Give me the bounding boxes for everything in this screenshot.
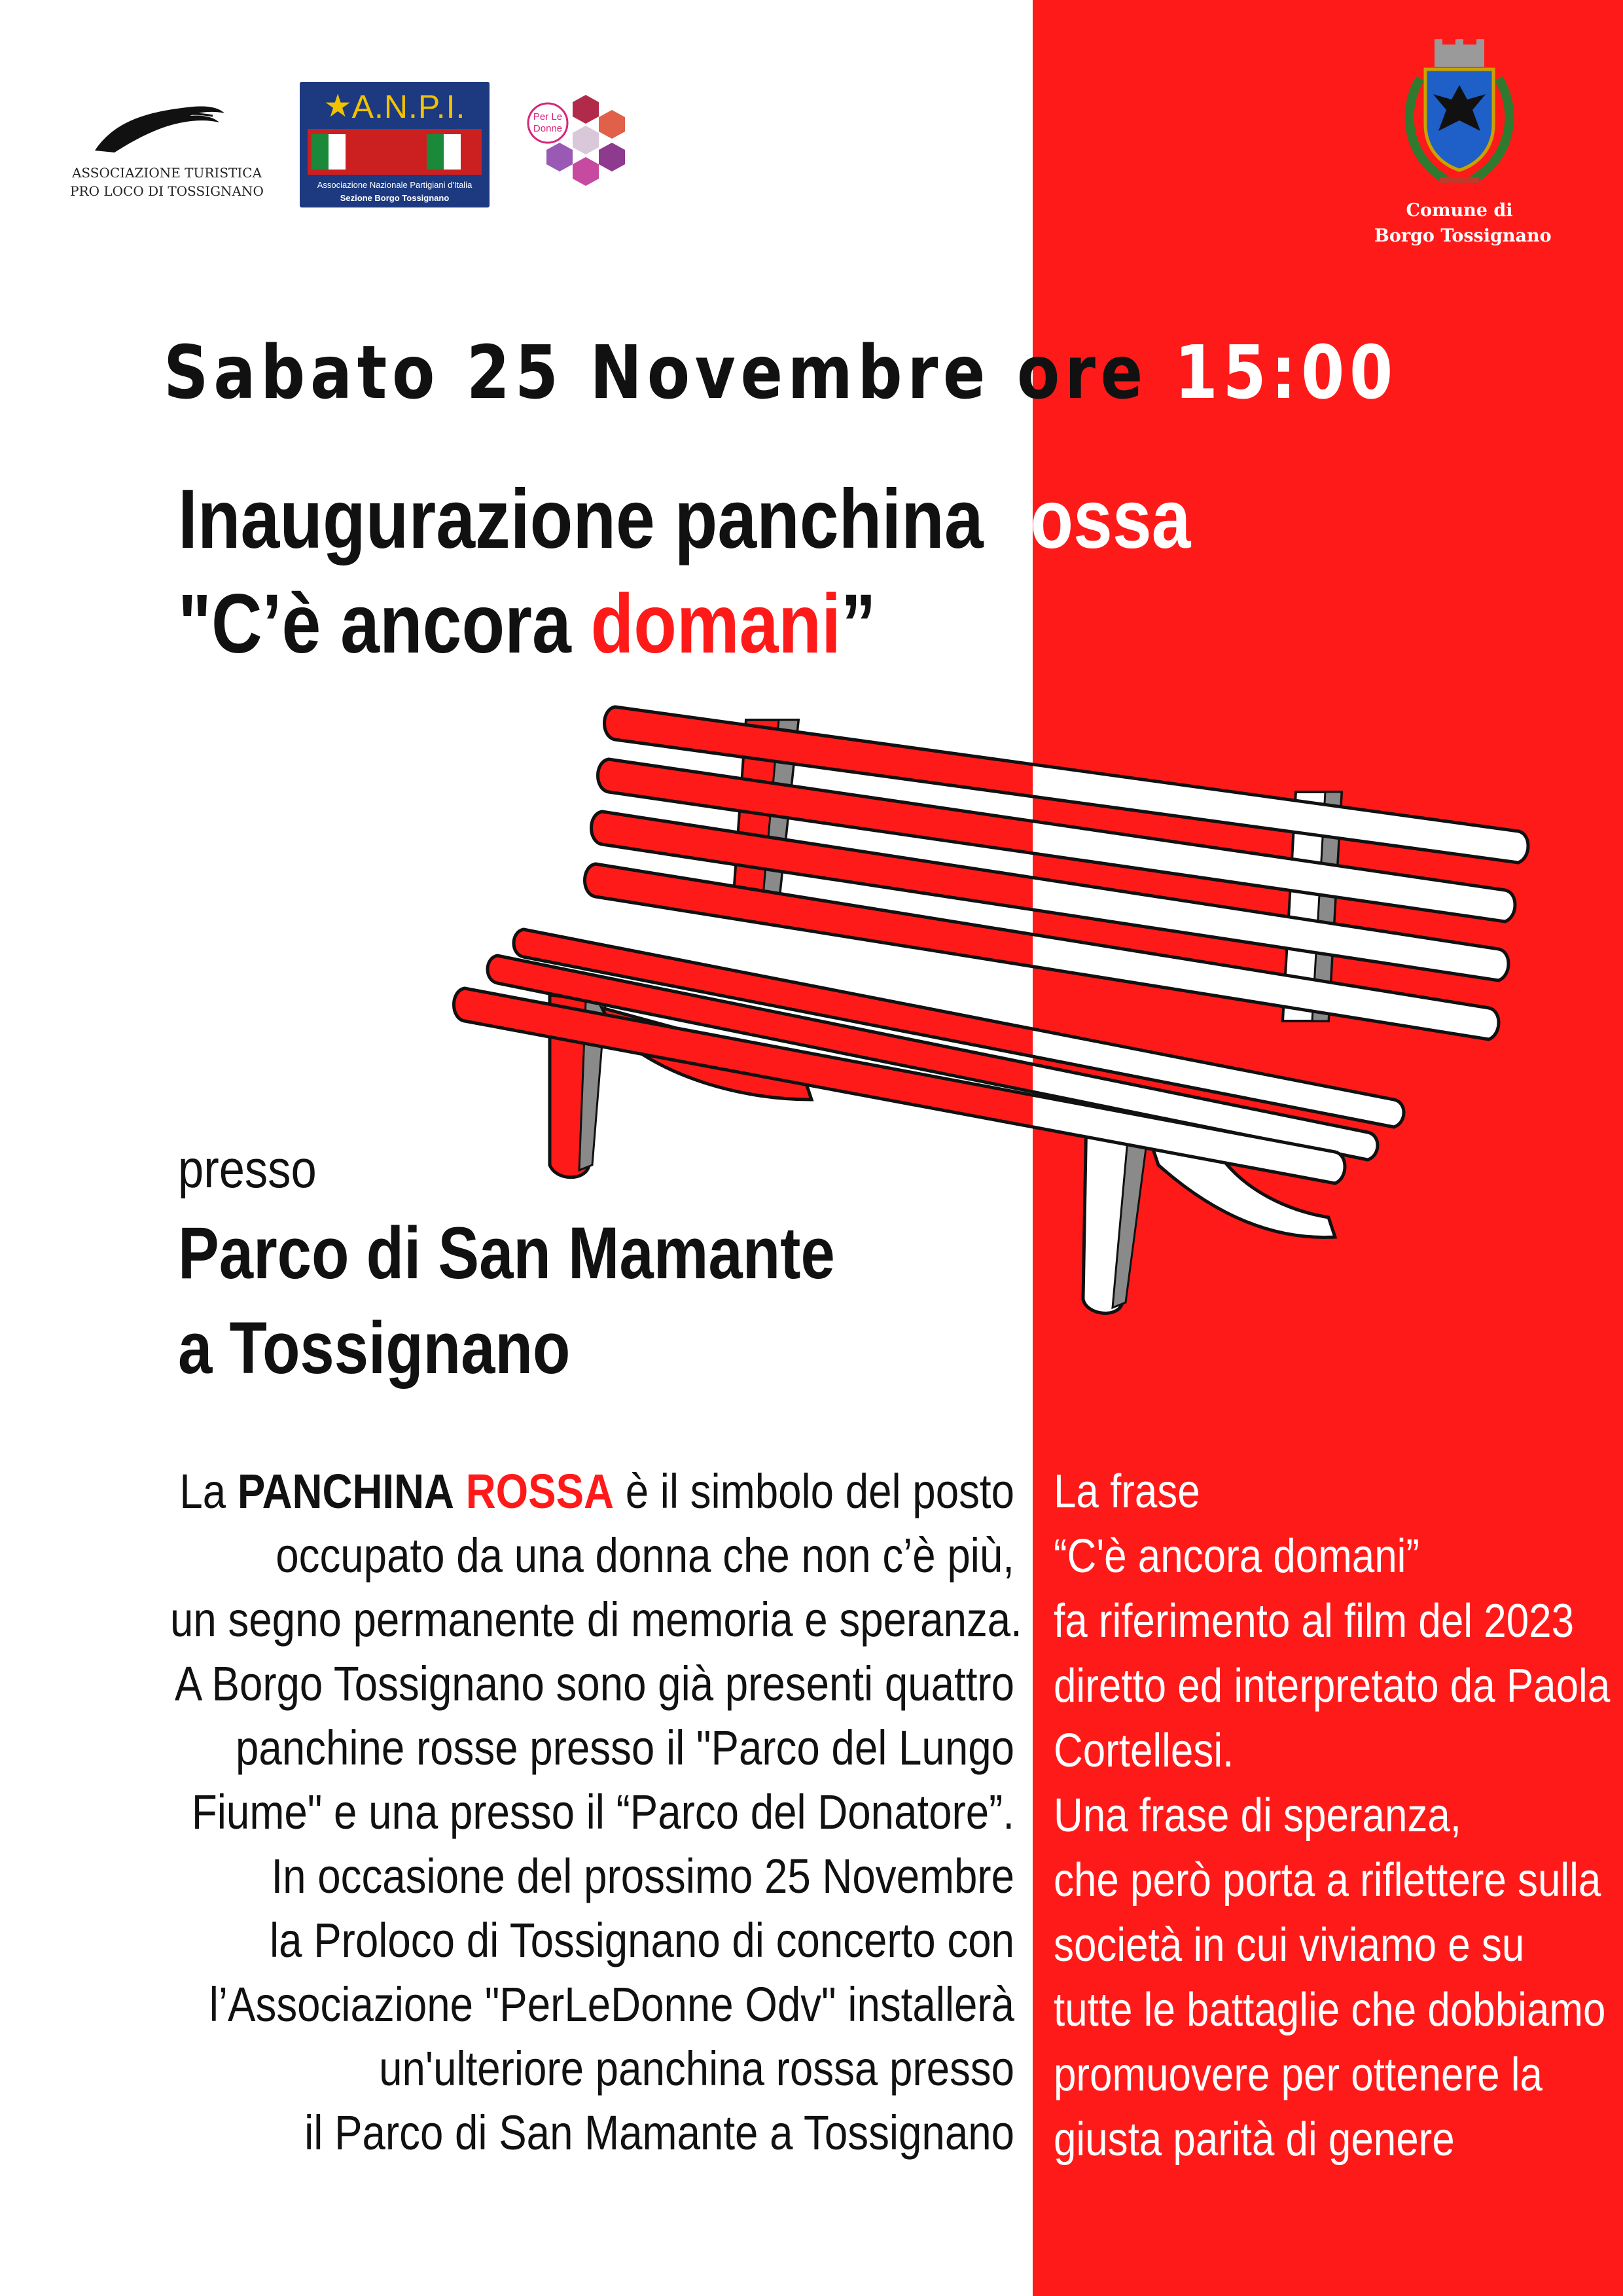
- left-description-line: la Proloco di Tossignano di concerto con: [270, 1913, 1014, 1967]
- left-description-line: un'ulteriore panchina rossa presso: [379, 2041, 1014, 2096]
- perledonne-logo: [520, 92, 638, 203]
- event-date-line: [164, 331, 1398, 416]
- comune-line2: Borgo Tossignano: [1374, 226, 1552, 246]
- right-description-line: tutte le battaglie che dobbiamo: [1054, 1984, 1606, 2036]
- right-description-line: fa riferimento al film del 2023: [1054, 1595, 1575, 1647]
- anpi-line2: Sezione Borgo Tossignano: [340, 193, 450, 203]
- left-description: [170, 1460, 1022, 2165]
- right-description-line: società in cui viviamo e su: [1054, 1919, 1525, 1971]
- star-icon: ★: [323, 89, 352, 124]
- comune-logo: [1374, 39, 1552, 262]
- right-description-line: giusta parità di genere: [1054, 2113, 1455, 2166]
- right-description-line: Cortellesi.: [1054, 1725, 1234, 1777]
- location-park: Parco di San Mamante: [178, 1212, 835, 1294]
- location-town: a Tossignano: [178, 1307, 571, 1389]
- left-la: La: [179, 1464, 226, 1518]
- location-presso: presso: [178, 1139, 317, 1199]
- event-time: 15:00: [1174, 331, 1398, 416]
- left-description-line: occupato da una donna che non c’è più,: [276, 1528, 1014, 1583]
- perledonne-line1: Per Le: [533, 111, 563, 122]
- right-description-line: La frase: [1054, 1465, 1200, 1518]
- title-line-2: [178, 576, 876, 672]
- anpi-flag-band: [308, 129, 482, 175]
- left-description-line: panchine rosse presso il "Parco del Lungo: [235, 1721, 1014, 1775]
- title-inaugurazione: Inaugurazione panchina: [178, 473, 984, 566]
- left-description-line: A Borgo Tossignano sono già presenti quattro: [174, 1657, 1014, 1711]
- left-rossa: ROSSA: [465, 1464, 615, 1518]
- left-description-line: un segno permanente di memoria e speranza.: [170, 1592, 1022, 1647]
- right-description-line: Una frase di speranza,: [1054, 1789, 1461, 1842]
- right-description-line: promuovere per ottenere la: [1054, 2049, 1543, 2101]
- left-description-line: [170, 1460, 1014, 1524]
- left-panchina: PANCHINA: [237, 1464, 455, 1518]
- title-domani: domani: [590, 577, 841, 671]
- comune-line1: Comune di: [1406, 200, 1513, 221]
- title-rossa: rossa: [1003, 473, 1191, 566]
- left-description-line: In occasione del prossimo 25 Novembre: [271, 1849, 1014, 1903]
- right-description-line: diretto ed interpretato da Paola: [1054, 1660, 1611, 1712]
- proloco-line1: ASSOCIAZIONE TURISTICA: [71, 165, 262, 181]
- proloco-line2: PRO LOCO DI TOSSIGNANO: [70, 183, 264, 199]
- right-description: [1054, 1460, 1610, 2172]
- proloco-logo: [69, 95, 265, 200]
- title-quote-close: ”: [840, 577, 876, 671]
- perledonne-line2: Donne: [533, 123, 563, 134]
- anpi-line1: Associazione Nazionale Partigiani d'Italia: [317, 180, 473, 190]
- right-description-line: che però porta a riflettere sulla: [1054, 1854, 1601, 1907]
- comune-crest-icon: [1394, 39, 1525, 196]
- title-line-1: [178, 471, 1190, 567]
- left-description-line: Fiume" e una presso il “Parco del Donatore”.: [191, 1785, 1014, 1839]
- anpi-name: A.N.P.I.: [351, 88, 466, 125]
- perledonne-hexagons-icon: [520, 92, 638, 203]
- right-description-line: “C'è ancora domani”: [1054, 1530, 1420, 1583]
- left-first-rest: è il simbolo del posto: [625, 1464, 1014, 1518]
- proloco-bird-icon: [69, 95, 265, 154]
- left-description-line: l’Associazione "PerLeDonne Odv" installerà: [209, 1977, 1014, 2032]
- title-quote-open: "C’è ancora: [178, 577, 571, 671]
- left-description-line: il Parco di San Mamante a Tossignano: [304, 2106, 1015, 2160]
- event-date: Sabato 25 Novembre ore: [164, 331, 1148, 416]
- anpi-logo: [300, 82, 490, 207]
